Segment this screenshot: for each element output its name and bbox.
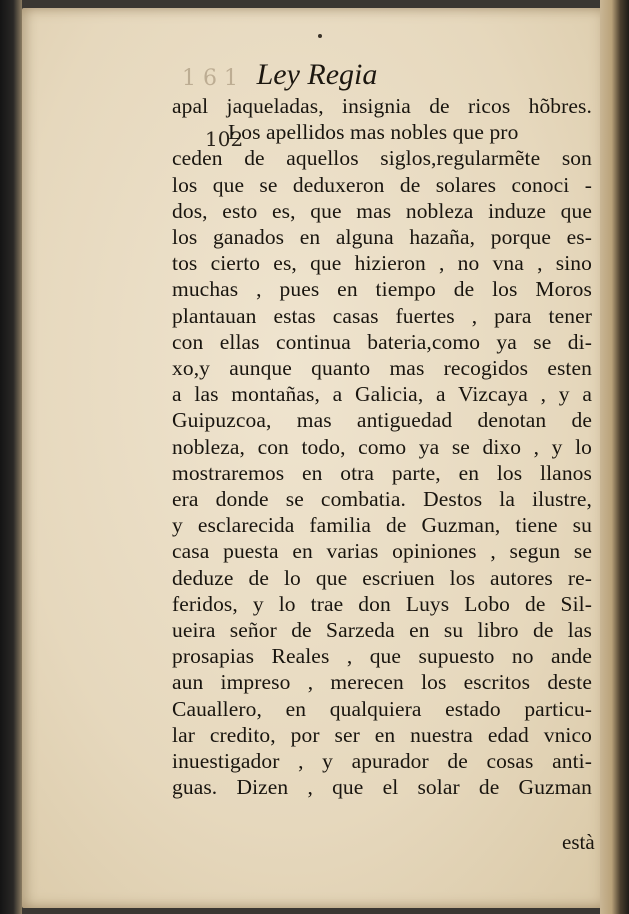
text-line: xo,y aunque quanto mas recogidos esten <box>172 356 592 381</box>
text-line: guas. Dizen , que el solar de Guzman <box>172 775 592 800</box>
text-line: tos cierto es, que hizieron , no vna , sino <box>172 251 592 276</box>
text-line: muchas , pues en tiempo de los Moros <box>172 277 592 302</box>
text-line: los que se deduxeron de solares conoci - <box>172 172 592 197</box>
text-line: feridos, y lo trae don Luys Lobo de Sil- <box>172 591 592 616</box>
text-line: lar credito, por ser en nuestra edad vnico <box>172 722 592 747</box>
text-line: dos, esto es, que mas nobleza induze que <box>172 198 592 223</box>
text-line: deduze de lo que escriuen los autores re- <box>172 565 592 590</box>
text-line: mostraremos en otra parte, en los llanos <box>172 460 592 485</box>
text-line: plantauan estas casas fuertes , para tener <box>172 303 592 328</box>
text-line: Cauallero, en qualquiera estado particu- <box>172 696 592 721</box>
text-line: ceden de aquellos siglos,regularmẽte son <box>172 146 592 171</box>
book-page <box>22 8 612 908</box>
left-page-edge <box>0 0 22 914</box>
body-text <box>172 93 592 800</box>
text-line: prosapias Reales , que supuesto no ande <box>172 644 592 669</box>
running-head: Ley Regia <box>256 58 378 91</box>
text-line: apal jaqueladas, insignia de ricos hõbres. <box>172 94 592 118</box>
text-line: era donde se combatia. Destos la ilustre, <box>172 487 592 512</box>
book-spine <box>600 0 629 914</box>
text-line: y esclarecida familia de Guzman, tiene su <box>172 513 592 538</box>
text-line: Los apellidos mas nobles que pro <box>228 120 519 145</box>
text-line: a las montañas, a Galicia, a Vizcaya , y a <box>172 382 592 407</box>
text-line: inuestigador , y apurador de cosas anti- <box>172 749 592 774</box>
page-number-ghost: 1 6 1 <box>182 66 238 91</box>
text-line: aun impreso , merecen los escritos deste <box>172 670 592 695</box>
text-line: casa puesta en varias opiniones , segun se <box>172 539 592 564</box>
text-line: nobleza, con todo, como ya se dixo , y lo <box>172 434 592 459</box>
catchword: està <box>562 830 595 854</box>
ink-speck <box>318 34 322 38</box>
text-line: los ganados en alguna hazaña, porque es- <box>172 225 592 250</box>
text-line: Guipuzcoa, mas antiguedad denotan de <box>172 408 592 433</box>
text-line: ueira señor de Sarzeda en su libro de las <box>172 618 592 643</box>
text-line: con ellas continua bateria,como ya se di- <box>172 329 592 354</box>
margin-number: 102 <box>205 127 244 151</box>
